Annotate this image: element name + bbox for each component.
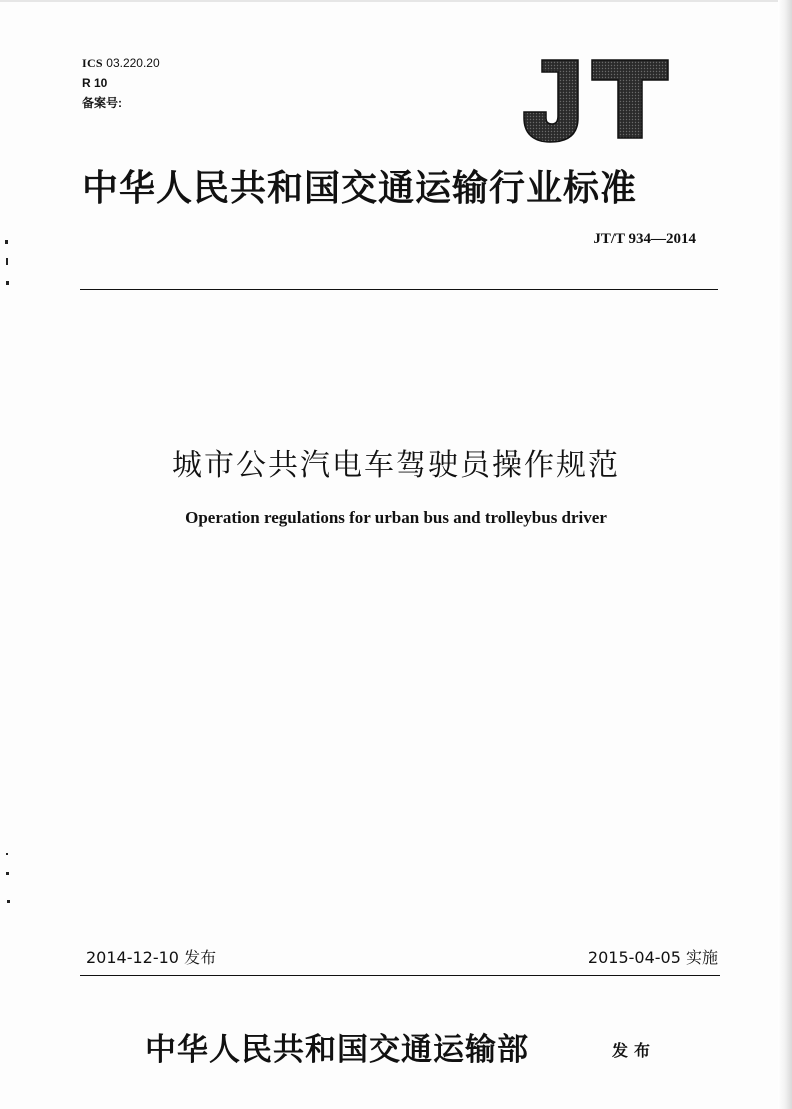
publish-label: 发布 [612, 1041, 657, 1060]
industry-standard-title: 中华人民共和国交通运输行业标准 [82, 167, 638, 209]
scan-speck [6, 853, 8, 855]
scan-speck [6, 281, 9, 285]
scan-edge-right [778, 0, 792, 1109]
classification-code: R 10 [82, 76, 108, 90]
scan-speck [6, 258, 8, 265]
header-meta [82, 53, 160, 113]
footer-divider [80, 975, 720, 976]
scan-speck [7, 900, 10, 903]
document-title-zh: 城市公共汽电车驾驶员操作规范 [172, 448, 620, 483]
ics-line [82, 53, 160, 73]
header-divider [80, 289, 718, 290]
implementation-date: 2015-04-05 实施 [587, 948, 718, 967]
jt-logo-icon [520, 58, 672, 144]
record-number: 备案号: [82, 96, 122, 110]
standard-number: JT/T 934—2014 [593, 231, 696, 247]
issuing-authority: 中华人民共和国交通运输部 [145, 1032, 529, 1068]
scan-speck [6, 872, 9, 875]
scan-speck [5, 240, 8, 244]
issue-date: 2014-12-10 发布 [86, 948, 217, 967]
ics-label: ICS [82, 56, 103, 70]
ics-code: 03.220.20 [106, 56, 160, 70]
document-title-en: Operation regulations for urban bus and trolleybus driver [185, 508, 607, 527]
scan-edge-top [0, 0, 792, 2]
